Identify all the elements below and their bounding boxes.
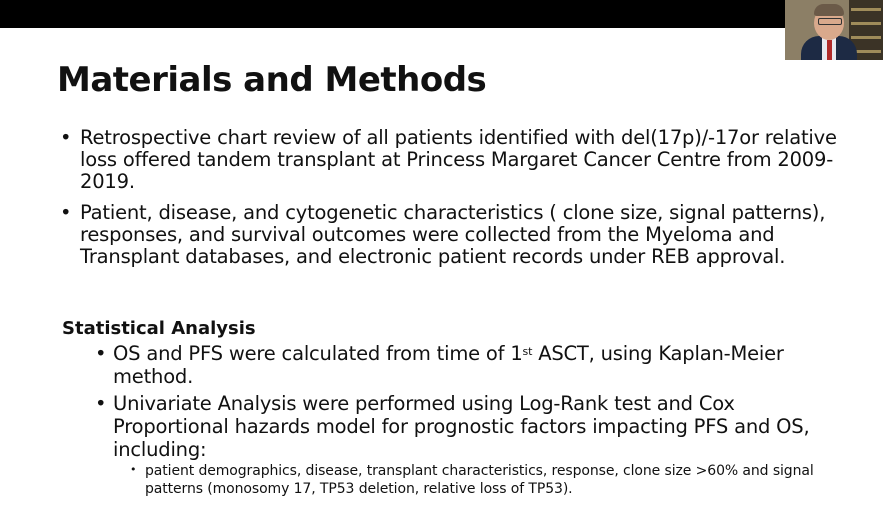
bullet-symbol: • bbox=[60, 201, 72, 224]
bullet-text: patient demographics, disease, transplant characteristics, response, clone size >60% and signal patterns (monosomy 17, TP53 deletion, relative loss of TP53). bbox=[145, 463, 814, 497]
bullet-text: Patient, disease, and cytogenetic characteristics ( clone size, signal patterns), responses, and survival outcomes were collected from the Myeloma and Transplant databases, and electronic patient records under REB approval. bbox=[80, 201, 826, 268]
bullet-symbol: • bbox=[95, 342, 107, 365]
bullet-item bbox=[60, 202, 840, 268]
presenter-webcam-thumbnail bbox=[785, 0, 883, 60]
bullet-symbol: • bbox=[130, 463, 137, 476]
bullet-item bbox=[60, 127, 840, 193]
bullet-text: Retrospective chart review of all patients identified with del(17p)/-17or relative loss offered tandem transplant at Princess Margaret Cancer Centre from 2009-2019. bbox=[80, 126, 837, 193]
bullet-item bbox=[95, 342, 815, 388]
sub-bullet-item bbox=[130, 462, 850, 498]
bullet-text: Univariate Analysis were performed using Log-Rank test and Cox Proportional hazards model for prognostic factors impacting PFS and OS, including: bbox=[113, 392, 810, 461]
bullet-text: OS and PFS were calculated from time of 1st ASCT, using Kaplan-Meier method. bbox=[113, 342, 784, 388]
bullet-symbol: • bbox=[95, 392, 107, 415]
slide-title: Materials and Methods bbox=[57, 60, 487, 100]
section-heading: Statistical Analysis bbox=[62, 318, 256, 339]
bullet-symbol: • bbox=[60, 126, 72, 149]
top-black-bar bbox=[0, 0, 883, 28]
bullet-item bbox=[95, 392, 815, 461]
